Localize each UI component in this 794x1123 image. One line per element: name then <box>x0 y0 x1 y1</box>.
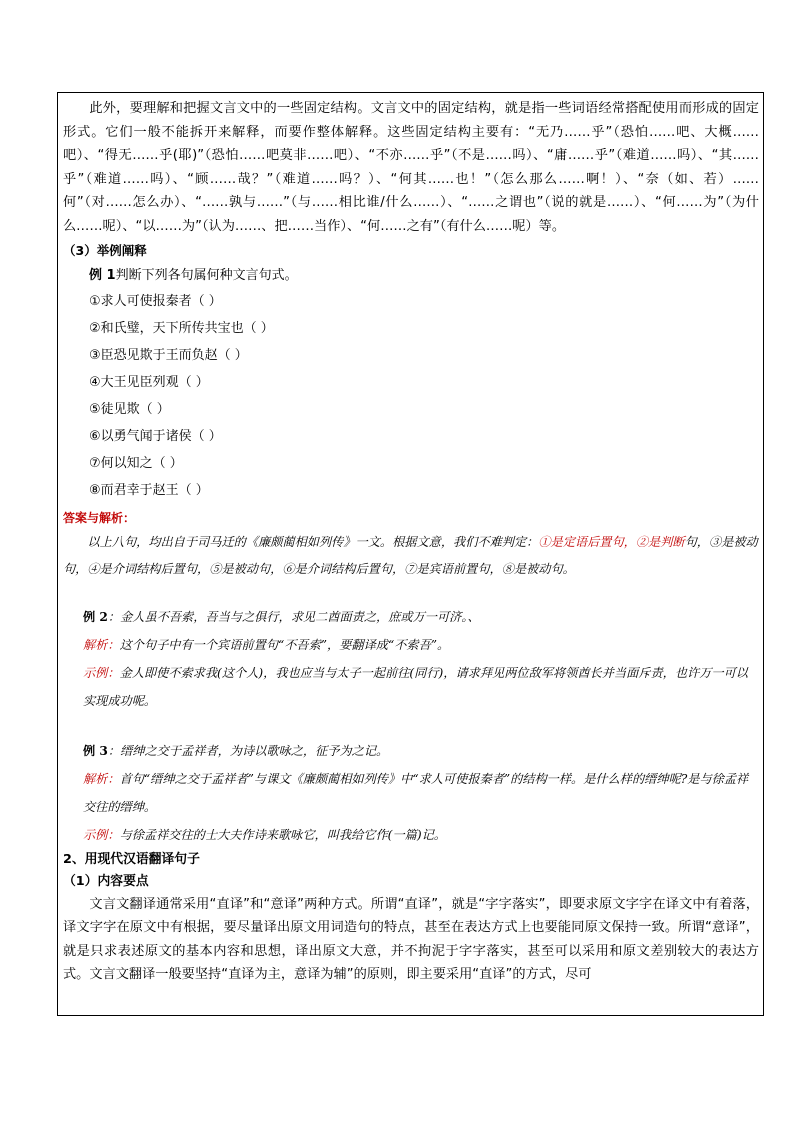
content-table-cell <box>57 92 764 1016</box>
answer-lead: 以上八句，均出自于司马迁的《廉颇蔺相如列传》一文。根据文意，我们不难判定： <box>87 534 539 549</box>
example3-block <box>63 737 759 849</box>
example2-block <box>63 603 759 715</box>
example1-prompt <box>63 263 759 288</box>
intro-paragraph: 此外，要理解和把握文言文中的一些固定结构。文言文中的固定结构，就是指一些词语经常搭配使用而形成的固定形式。它们一般不能拆开来解释，而要作整体解释。这些固定结构主要有：“无乃……乎”（恐怕……吧、大概……吧）、“得无……乎(耶)”（恐怕……吧莫非……吧）、“不亦……乎”（不是……吗）、“庸……乎”（难道……吗）、“其……乎”（难道……吗）、“顾……哉？”（难道……吗？）、“何其……也！”（怎么那么……啊！）、“奈（如、若）……何”（对……怎么办）、“……孰与……”（与……相比谁/什么……）、“……之谓也”（说的就是……）、“何……为”（为什么……呢）、“以……为”（认为……、把……当作）、“何……之有”（有什么……呢）等。 <box>63 101 759 234</box>
example3-analysis <box>83 765 759 821</box>
example1-item-list <box>63 288 759 504</box>
example3-demo-text: 与徐孟祥交往的士大夫作诗来歌咏它，叫我给它作(一篇)记。 <box>119 827 446 842</box>
example1-label: 例 1 <box>89 267 116 283</box>
list-item: ⑥以勇气闻于诸侯（ ） <box>89 428 222 444</box>
answer-body <box>63 529 759 583</box>
example-section-heading: （3）举例阐释 <box>63 242 147 258</box>
section2-subheading: （1）内容要点 <box>63 873 149 889</box>
example2-label: 例 2 <box>83 609 108 624</box>
answer-title: 答案与解析： <box>63 510 136 525</box>
example1-prompt-text: 判断下列各句属何种文言句式。 <box>115 267 298 283</box>
example3-sentence <box>83 737 759 765</box>
list-item: ②和氏璧，天下所传共宝也（ ） <box>89 320 274 336</box>
list-item: ⑧而君幸于赵王（ ） <box>89 482 209 498</box>
example2-sentence <box>83 603 759 631</box>
section2-heading: 2、用现代汉语翻译句子 <box>63 851 200 867</box>
answer-rest: 句，③是被动句，④是介词结构后置句，⑤是被动句，⑥是介词结构后置句，⑦是宾语前置句，⑧是被动句。 <box>63 534 758 576</box>
list-item: ⑤徒见欺（ ） <box>89 401 170 417</box>
example3-analysis-text: 首句“缙绅之交于孟祥者”与课文《廉颇蔺相如列传》中“求人可使报秦者”的结构一样。是什么样的缙绅呢?是与徐孟祥交往的缙绅。 <box>83 771 749 814</box>
list-item: ⑦何以知之（ ） <box>89 455 183 471</box>
list-item: ①求人可使报秦者（ ） <box>89 293 222 309</box>
example3-analysis-label: 解析： <box>83 771 120 786</box>
example3-label: 例 3 <box>83 743 108 758</box>
example3-demo-label: 示例： <box>83 827 120 842</box>
list-item: ③臣恐见欺于王而负赵（ ） <box>89 347 248 363</box>
example2-sentence-text: ：金人虽不吾索，吾当与之俱行，求见二酋面责之，庶或万一可济。、 <box>107 609 480 624</box>
example3-sentence-text: ：缙绅之交于孟祥者，为诗以歌咏之，征予为之记。 <box>107 743 389 758</box>
example3-demo <box>83 821 759 849</box>
answer-highlight: ①是定语后置句，②是判断 <box>538 534 685 549</box>
example2-analysis-text: 这个句子中有一个宾语前置句“不吾索”，要翻译成“不索吾”。 <box>119 637 450 652</box>
section2-paragraph: 文言文翻译通常采用“直译”和“意译”两种方式。所谓“直译”，就是“字字落实”，即要求原文字字在译文中有着落，译文字字在原文中有根据，要尽量译出原文用词造句的特点，甚至在表达方式上也要能同原文保持一致。所谓“意译”，就是只求表述原文的基本内容和思想，译出原文大意，并不拘泥于字字落实，甚至可以采用和原文差别较大的表达方式。文言文翻译一般要坚持“直译为主，意译为辅”的原则，即主要采用“直译”的方式，尽可 <box>63 896 759 983</box>
list-item: ④大王见臣列观（ ） <box>89 374 209 390</box>
example2-analysis-label: 解析： <box>83 637 120 652</box>
example2-analysis <box>83 631 759 659</box>
document-body <box>63 97 759 987</box>
example2-demo-text: 金人即使不索求我(这个人)，我也应当与太子一起前往(同行)，请求拜见两位敌军将领酋长并当面斥责，也许万一可以实现成功呢。 <box>83 665 748 708</box>
example2-demo-label: 示例： <box>83 665 120 680</box>
example2-demo <box>83 659 759 715</box>
